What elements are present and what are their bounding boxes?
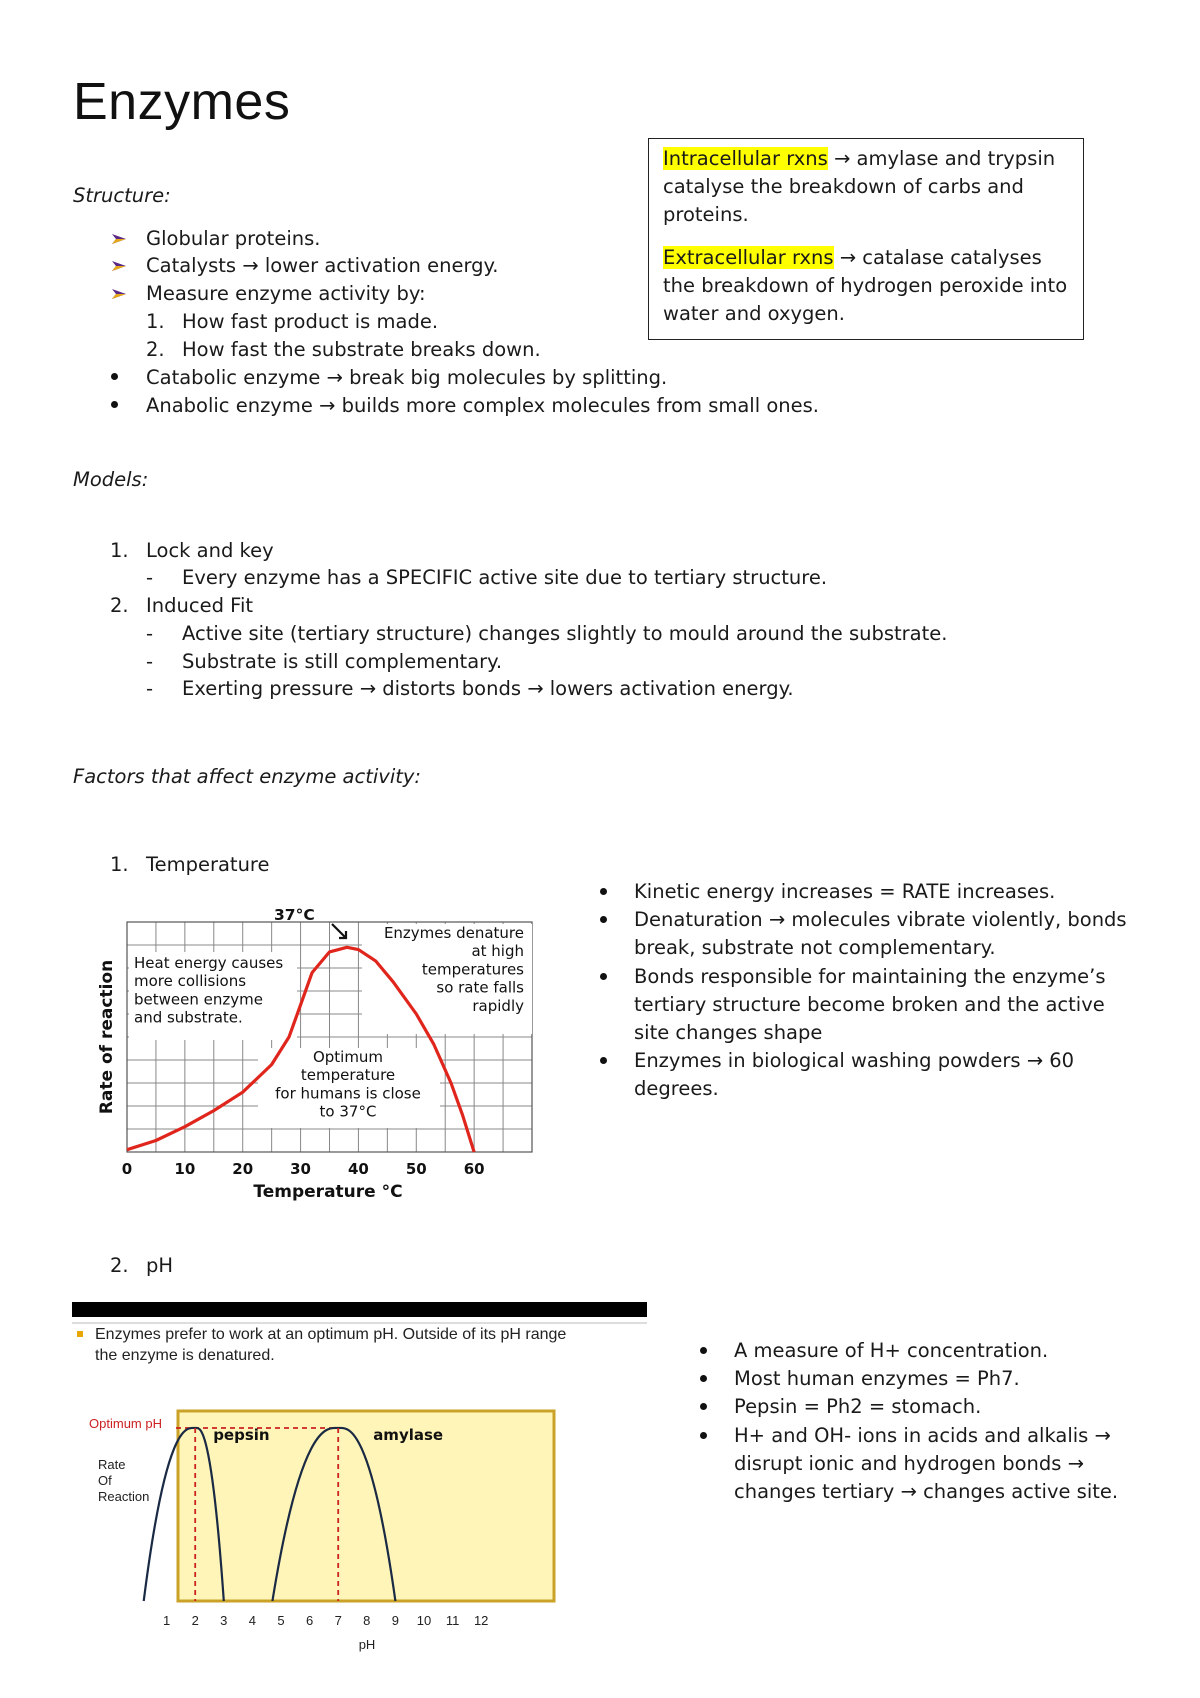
info-intracellular-text: → amylase and trypsin catalyse the breakdown of carbs and proteins. <box>663 147 1056 226</box>
y-axis-label-line: Reaction <box>98 1489 150 1504</box>
pepsin-label: pepsin <box>213 1426 270 1444</box>
structure-dot-bullet: Anabolic enzyme → builds more complex molecules from small ones. <box>146 394 819 417</box>
optimum-annotation-line: temperature <box>300 1066 396 1085</box>
x-tick-label: 6 <box>305 1613 314 1628</box>
caption-line: the enzyme is denatured. <box>95 1347 275 1364</box>
info-box <box>648 138 1084 340</box>
optimum-ph-label: Optimum pH <box>89 1416 162 1431</box>
info-intracellular <box>663 145 1071 229</box>
bullet-text-line: site changes shape <box>634 1021 823 1044</box>
optimum-annotation-line: Optimum <box>312 1048 384 1066</box>
model-sub: Every enzyme has a SPECIFIC active site due to tertiary structure. <box>182 566 828 589</box>
bullet-dot <box>700 1347 707 1354</box>
page-title: Enzymes <box>73 73 291 131</box>
bullet-text-line: disrupt ionic and hydrogen bonds → <box>734 1451 1084 1475</box>
arrow-bullet-icon <box>110 286 128 302</box>
x-tick-label: 0 <box>121 1160 133 1178</box>
x-axis-label: Temperature °C <box>253 1182 403 1202</box>
x-tick-label: 40 <box>347 1160 369 1178</box>
bullet-text-line: Bonds responsible for maintaining the enzyme’s <box>634 964 1106 988</box>
x-tick-label: 3 <box>220 1613 228 1628</box>
x-tick-label: 1 <box>162 1613 171 1628</box>
bullet-text-line: Denaturation → molecules vibrate violently, bonds <box>634 908 1127 932</box>
optimum-annotation-line: for humans is close <box>275 1084 421 1103</box>
sub-number: 2. <box>146 338 165 361</box>
y-axis-label-line: Rate <box>98 1457 126 1472</box>
sub-item: How fast product is made. <box>182 310 439 333</box>
x-tick-label: 4 <box>248 1613 257 1628</box>
factor-label: Temperature <box>146 853 270 876</box>
dash-bullet: - <box>146 677 154 700</box>
caption-line: Enzymes prefer to work at an optimum pH. Outside of its pH range <box>95 1326 567 1343</box>
x-tick-label: 2 <box>191 1613 199 1628</box>
bullet-dot <box>700 1375 707 1382</box>
bullet-dot <box>700 1403 707 1410</box>
pointer-arrow-icon <box>332 924 346 938</box>
temperature-chart <box>90 900 540 1210</box>
structure-bullet: Catalysts → lower activation energy. <box>146 254 499 277</box>
model-label: Lock and key <box>146 539 274 562</box>
denature-annotation-line: so rate falls <box>436 978 524 997</box>
highlight-intracellular: Intracellular rxns <box>663 147 828 170</box>
factor-label: pH <box>146 1254 174 1277</box>
x-tick-label: 10 <box>416 1613 432 1628</box>
denature-annotation-line: Enzymes denature <box>383 924 524 942</box>
x-tick-label: 12 <box>473 1613 489 1628</box>
model-label: Induced Fit <box>146 594 254 617</box>
heat-annotation-line: between enzyme <box>134 990 263 1009</box>
bullet-dot <box>700 1432 707 1439</box>
bullet-text-line: break, substrate not complementary. <box>634 936 996 960</box>
highlight-extracellular: Extracellular rxns <box>663 246 834 269</box>
bullet-text-line: tertiary structure become broken and the active <box>634 992 1105 1016</box>
model-sub: Exerting pressure → distorts bonds → lowers activation energy. <box>182 677 794 700</box>
x-tick-label: 50 <box>405 1160 427 1178</box>
bullet-dot <box>111 401 118 408</box>
bullet-dot <box>600 973 607 980</box>
factor-number: 1. <box>110 853 129 876</box>
denature-annotation-line: at high <box>471 942 524 961</box>
bullet-dot <box>600 1057 607 1064</box>
dash-bullet: - <box>146 566 154 589</box>
sub-number: 1. <box>146 310 165 333</box>
factors-heading: Factors that affect enzyme activity: <box>73 765 421 788</box>
arrow-bullet-icon <box>110 231 128 247</box>
x-tick-label: 11 <box>445 1613 460 1628</box>
y-axis-label: Rate of reaction <box>97 959 117 1115</box>
x-tick-label: 9 <box>391 1613 400 1628</box>
model-number: 1. <box>110 539 129 562</box>
denature-annotation-line: rapidly <box>472 996 524 1015</box>
x-tick-label: 7 <box>334 1613 342 1628</box>
models-heading: Models: <box>73 468 149 491</box>
structure-dot-bullet: Catabolic enzyme → break big molecules by splitting. <box>146 366 668 389</box>
bullet-text-line: Pepsin = Ph2 = stomach. <box>734 1395 982 1419</box>
slide-header-bar <box>72 1302 647 1317</box>
caption-bullet-icon <box>77 1331 83 1337</box>
bullet-text-line: Kinetic energy increases = RATE increases. <box>634 880 1056 903</box>
structure-heading: Structure: <box>73 184 171 207</box>
denature-annotation-line: temperatures <box>421 960 524 979</box>
x-tick-label: 8 <box>363 1613 371 1628</box>
arrow-bullet-icon <box>110 258 128 274</box>
model-number: 2. <box>110 594 129 617</box>
bullet-dot <box>600 888 607 895</box>
heat-annotation-line: Heat energy causes <box>134 954 284 972</box>
heat-annotation-line: and substrate. <box>134 1008 243 1027</box>
x-tick-label: 60 <box>463 1160 485 1178</box>
info-extracellular-text: → catalase catalyses the breakdown of hydrogen peroxide into water and oxygen. <box>663 246 1068 325</box>
optimum-annotation-line: to 37°C <box>319 1102 377 1121</box>
ph-chart <box>72 1302 647 1662</box>
bullet-text-line: A measure of H+ concentration. <box>734 1339 1049 1362</box>
peak-label: 37°C <box>274 906 315 924</box>
bullet-text-line: changes tertiary → changes active site. <box>734 1480 1119 1503</box>
heat-annotation-line: more collisions <box>134 972 247 991</box>
model-sub: Substrate is still complementary. <box>182 650 503 673</box>
bullet-dot <box>600 916 607 923</box>
x-axis-label: pH <box>358 1637 376 1652</box>
sub-item: How fast the substrate breaks down. <box>182 338 541 361</box>
bullet-text-line: H+ and OH- ions in acids and alkalis → <box>734 1423 1111 1447</box>
bullet-text-line: degrees. <box>634 1077 719 1101</box>
x-tick-label: 20 <box>232 1160 254 1178</box>
structure-bullet: Measure enzyme activity by: <box>146 282 426 305</box>
structure-bullet: Globular proteins. <box>146 227 321 250</box>
bullet-text-line: Most human enzymes = Ph7. <box>734 1367 1020 1391</box>
x-tick-label: 10 <box>174 1160 196 1178</box>
model-sub: Active site (tertiary structure) changes slightly to mould around the substrate. <box>182 622 948 645</box>
bullet-text-line: Enzymes in biological washing powders → 60 <box>634 1049 1075 1073</box>
bullet-dot <box>111 373 118 380</box>
factor-number: 2. <box>110 1254 129 1277</box>
dash-bullet: - <box>146 622 154 645</box>
x-tick-label: 5 <box>277 1613 285 1628</box>
y-axis-label-line: Of <box>98 1473 112 1488</box>
x-tick-label: 30 <box>290 1160 312 1178</box>
amylase-label: amylase <box>373 1426 444 1444</box>
dash-bullet: - <box>146 650 154 673</box>
info-extracellular <box>663 244 1071 328</box>
